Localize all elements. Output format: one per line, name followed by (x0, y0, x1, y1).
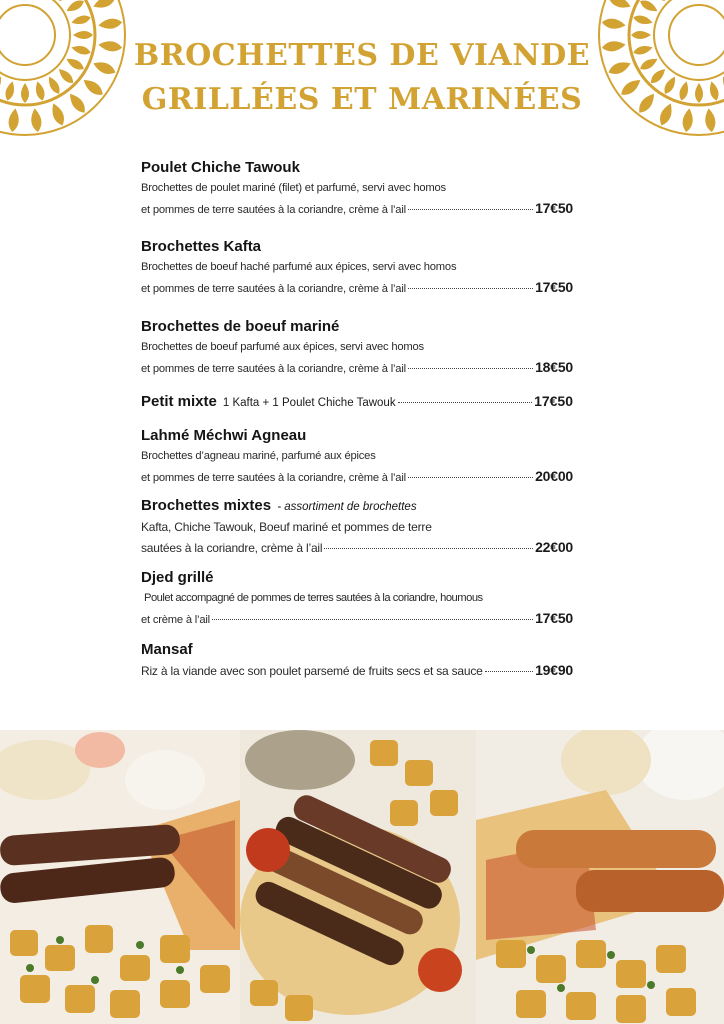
item-name: Petit mixte (141, 393, 217, 410)
item-price: 22€00 (535, 539, 573, 555)
item-description: et pommes de terre sautées à la coriandre, crème à l’ail (141, 363, 406, 375)
item-description: Brochettes d’agneau mariné, parfumé aux épices (141, 450, 376, 462)
item-name: Lahmé Méchwi Agneau (141, 427, 307, 444)
title-line-2: GRILLÉES ET MARINÉES (141, 82, 583, 117)
photo-mixed-skewers (240, 730, 476, 1024)
item-price: 18€50 (535, 359, 573, 375)
food-photo-strip (0, 730, 724, 1024)
dotted-leader (485, 671, 533, 672)
menu-item-brochettes-kafta (141, 237, 573, 317)
item-price: 17€50 (535, 200, 573, 216)
item-name: Poulet Chiche Tawouk (141, 159, 300, 176)
item-subtitle: - assortiment de brochettes (277, 501, 417, 513)
dotted-leader (212, 619, 533, 620)
item-name: Brochettes Kafta (141, 238, 262, 255)
menu-item-petit-mixte (141, 392, 573, 426)
menu-item-brochettes-boeuf-marine (141, 317, 573, 392)
menu-item-djed-grille (141, 568, 573, 640)
item-description: et pommes de terre sautées à la coriandre, crème à l’ail (141, 283, 406, 295)
title-line-1: BROCHETTES DE VIANDE (133, 38, 591, 73)
item-description: Brochettes de boeuf parfumé aux épices, servi avec homos (141, 341, 424, 353)
item-description: Brochettes de boeuf haché parfumé aux épices, servi avec homos (141, 261, 457, 273)
item-name: Mansaf (141, 641, 193, 658)
page-title (0, 34, 724, 122)
item-description: sautées à la coriandre, crème à l’ail (141, 541, 323, 555)
item-description: et pommes de terre sautées à la coriandre, crème à l’ail (141, 204, 406, 216)
item-price: 19€90 (535, 662, 573, 678)
item-price: 20€00 (535, 468, 573, 484)
item-price: 17€50 (535, 279, 573, 295)
item-name: Djed grillé (141, 569, 214, 586)
menu-item-brochettes-mixtes (141, 496, 573, 568)
dotted-leader (324, 548, 533, 549)
item-name: Brochettes de boeuf mariné (141, 318, 340, 335)
menu-list (141, 158, 573, 680)
dotted-leader (408, 477, 533, 478)
item-description: Kafta, Chiche Tawouk, Boeuf mariné et pommes de terre (141, 520, 432, 534)
menu-item-mansaf (141, 640, 573, 680)
item-description: Brochettes de poulet mariné (filet) et parfumé, servi avec homos (141, 182, 446, 194)
dotted-leader (408, 368, 533, 369)
menu-item-poulet-chiche-tawouk (141, 158, 573, 237)
item-description: 1 Kafta + 1 Poulet Chiche Tawouk (222, 397, 396, 409)
item-description: Poulet accompagné de pommes de terres sautées à la coriandre, houmous (144, 592, 483, 604)
item-description: et pommes de terre sautées à la coriandre, crème à l’ail (141, 472, 406, 484)
item-description: et crème à l’ail (141, 614, 210, 626)
dotted-leader (408, 209, 533, 210)
photo-chicken-skewers (476, 730, 724, 1024)
photo-kafta-skewers (0, 730, 240, 1024)
item-price: 17€50 (535, 610, 573, 626)
item-description: Riz à la viande avec son poulet parsemé de fruits secs et sa sauce (141, 664, 483, 678)
dotted-leader (408, 288, 533, 289)
item-name: Brochettes mixtes (141, 497, 272, 514)
dotted-leader (398, 402, 532, 403)
item-price: 17€50 (534, 393, 573, 409)
menu-item-lahme-mechwi-agneau (141, 426, 573, 496)
